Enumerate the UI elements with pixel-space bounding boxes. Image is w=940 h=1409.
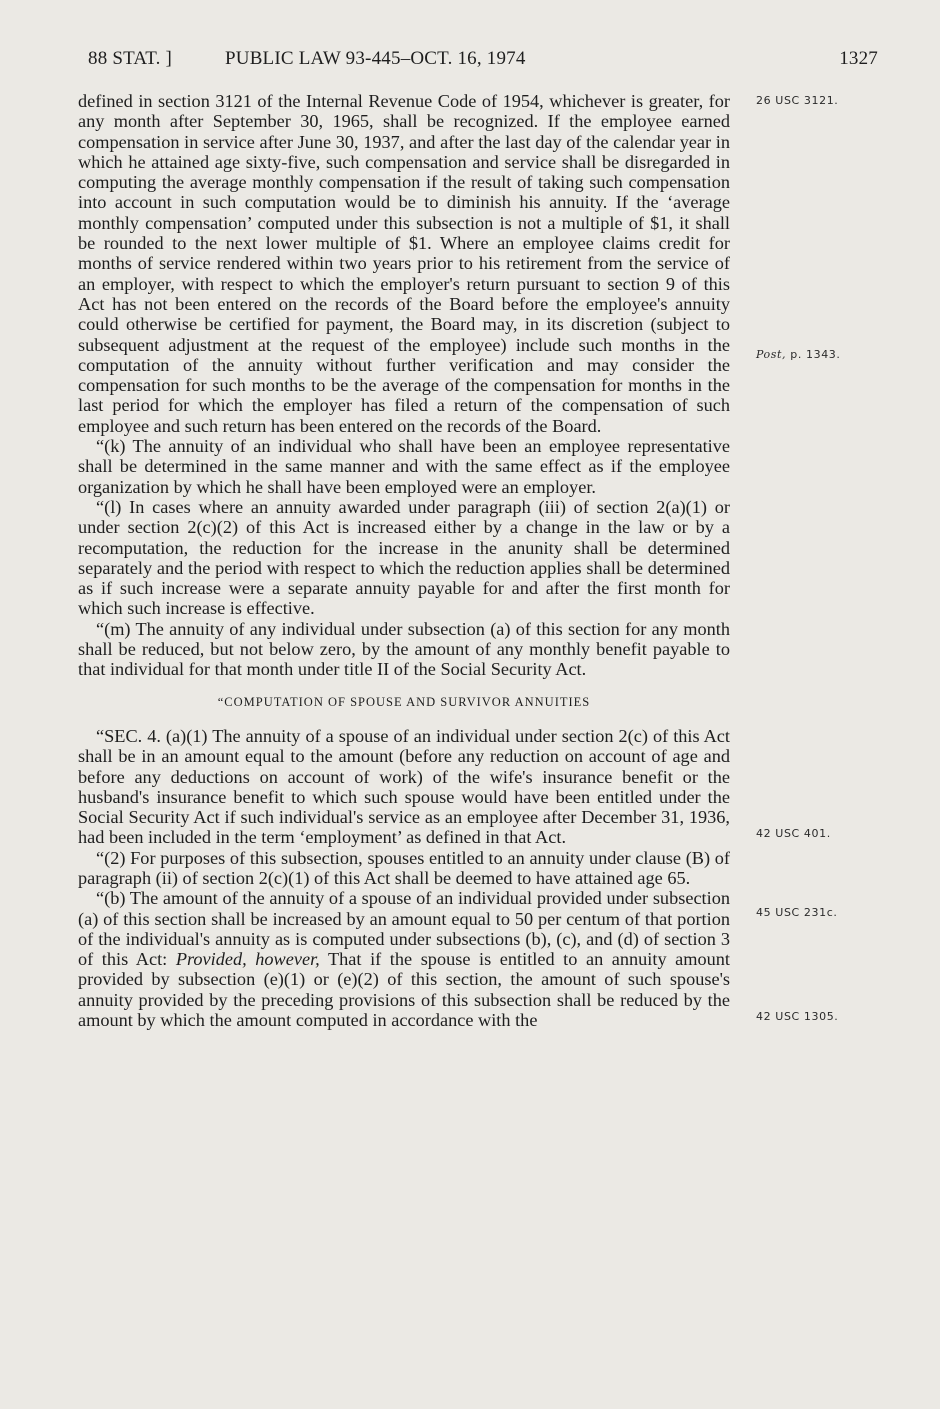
paragraph-sec-4-a1 — [78, 726, 730, 848]
page-header — [88, 48, 878, 78]
page-number: 1327 — [839, 48, 878, 69]
margin-note-42-usc-401: 42 USC 401. — [756, 827, 831, 840]
section-heading: “COMPUTATION OF SPOUSE AND SURVIVOR ANNUITIES — [217, 694, 591, 709]
sec-4-b-text-2: That if the spouse is entitled to an annuity amount provided by subsection (e)(1) or (e)(2) of this section, the amount of such spouse's annuity provided by the preceding provisions of this subsection shall be reduced by the amount by which the amount computed in accordance with the — [78, 949, 731, 1031]
paragraph-subsection-k: “(k) The annuity of an individual who shall have been an employee representative shall be determined in the same manner and with the same effect as if the employee organization by which he shall have been employed were an employer. — [78, 436, 730, 497]
paragraph-continuation: defined in section 3121 of the Internal Revenue Code of 1954, whichever is greater, for any month after September 30, 1965, shall be recognized. If the employee earned compensation in service after June 30, 1937, and after the last day of the calendar year in which he attained age sixty-five, such compensation and service shall be disregarded in computing the average monthly compensation if the result of taking such compensation into account in such computation would be to diminish his annuity. If the ‘average monthly compensation’ computed under this subsection is not a multiple of $1, it shall be rounded to the next lower multiple of $1. Where an employee claims credit for months of service rendered within two years prior to his retirement from the service of an employer, with respect to which the employer's return pursuant to section 9 of this Act has not been entered on the records of the Board before the employee's annuity could otherwise be certified for payment, the Board may, in its discretion (subject to subsequent adjustment at the request of the employee) include such months in the computation of the annuity without further verification and may consider the compensation for such months to be the average of the compensation for months in the last period for which the employer has filed a return of the compensation of such employee and such return has been entered on the records of the Board. — [78, 91, 730, 436]
margin-note-post-italic: Post, — [756, 348, 787, 361]
proviso-italic: Provided, however, — [175, 949, 320, 970]
margin-note-post-page: p. 1343. — [786, 348, 841, 361]
margin-note-45-usc-231c: 45 USC 231c. — [756, 906, 838, 919]
paragraph-sec-4-a2: “(2) For purposes of this subsection, spouses entitled to an annuity under clause (B) of paragraph (ii) of section 2(c)(1) of this Act shall be deemed to have attained age 65. — [78, 847, 730, 888]
margin-note-26-usc-3121: 26 USC 3121. — [756, 94, 839, 107]
body-text — [78, 91, 730, 1030]
paragraph-sec-4-b — [78, 888, 730, 1030]
paragraph-subsection-m: “(m) The annuity of any individual under subsection (a) of this section for any month shall be reduced, but not below zero, by the amount of any monthly benefit payable to that individual for that month under title II of the Social Security Act. — [78, 618, 730, 680]
margin-note-post-p1343 — [756, 348, 841, 361]
sec-4-b-text-1: “(b) The amount of the annuity of a spouse of an individual provided under subsection (a) of this section shall be increased by an amount equal to 50 per centum of that portion of the individual's annuity as is computed under subsections (b), (c), and (d) of section 3 of this Act: — [78, 888, 730, 970]
statute-volume: 88 STAT. ] — [88, 48, 173, 69]
public-law-title: PUBLIC LAW 93-445–OCT. 16, 1974 — [225, 48, 526, 69]
section-number: “SEC. 4. — [96, 725, 161, 746]
sec-4-a1-text: (a)(1) The annuity of a spouse of an individual under section 2(c) of this Act shall be in an amount equal to the amount (before any reduction on account of age and before any deductions on account of work) of the wife's insurance benefit or the husband's insurance benefit to which such spouse would have been entitled under the Social Security Act if such individual's service as an employee after December 31, 1936, had been included in the term ‘employment’ as defined in that Act. — [78, 725, 730, 848]
paragraph-subsection-l: “(l) In cases where an annuity awarded under paragraph (iii) of section 2(a)(1) or under section 2(c)(2) of this Act is increased either by a change in the law or by a recomputation, the reduction for the increase in the anunity shall be determined separately and the period with respect to which the reduction applies shall be determined as if such increase were a separate annuity payable for and after the first month for which such increase is effective. — [78, 496, 730, 619]
margin-note-42-usc-1305: 42 USC 1305. — [756, 1010, 839, 1023]
